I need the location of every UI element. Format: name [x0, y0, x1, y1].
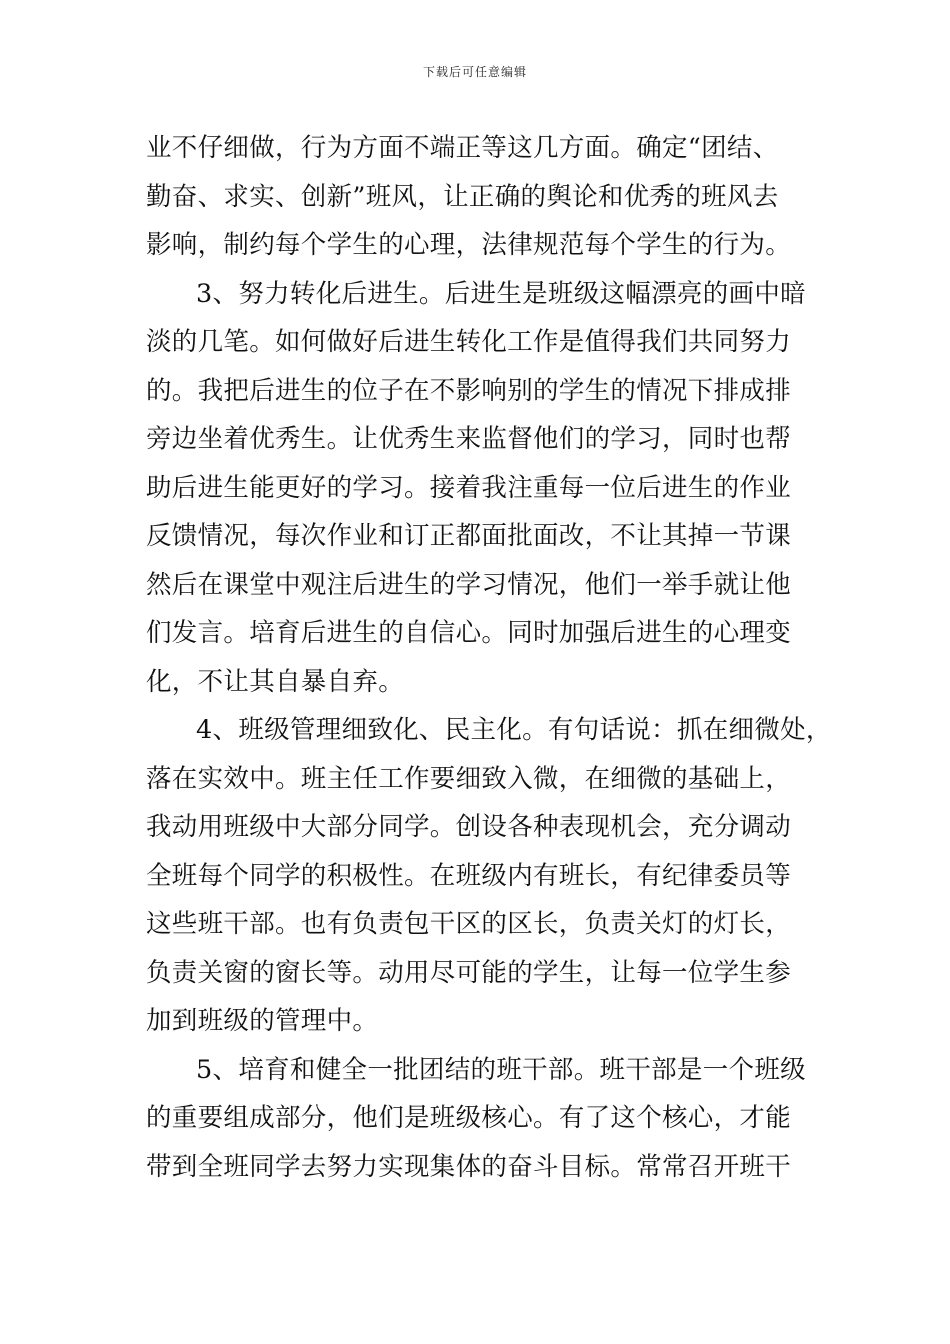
text-line: 负责关窗的窗长等。动用尽可能的学生，让每一位学生参: [146, 957, 792, 988]
paragraph-start-line: 5、培育和健全一批团结的班干部。班干部是一个班级: [196, 1054, 806, 1085]
text-line: 影响，制约每个学生的心理，法律规范每个学生的行为。: [146, 230, 792, 260]
text-line: 助后进生能更好的学习。接着我注重每一位后进生的作业: [146, 472, 792, 503]
text-line: 落在实效中。班主任工作要细致入微，在细微的基础上，: [146, 763, 792, 794]
text-line: 们发言。培育后进生的自信心。同时加强后进生的心理变: [146, 618, 792, 648]
text-line: 反馈情况，每次作业和订正都面批面改，不让其掉一节课: [146, 521, 792, 551]
text-line: 我动用班级中大部分同学。创设各种表现机会，充分调动: [146, 812, 792, 842]
page-header: 下载后可任意编辑: [422, 65, 527, 79]
text-line: 淡的几笔。如何做好后进生转化工作是值得我们共同努力: [146, 327, 792, 357]
text-line: 化，不让其自暴自弃。: [146, 666, 405, 697]
text-line: 然后在课堂中观注后进生的学习情况，他们一举手就让他: [146, 569, 792, 600]
body-text: [146, 124, 832, 1191]
text-line: 加到班级的管理中。: [146, 1006, 379, 1036]
text-line: 带到全班同学去努力实现集体的奋斗目标。常常召开班干: [146, 1151, 792, 1182]
text-line: 的重要组成部分，他们是班级核心。有了这个核心，才能: [146, 1103, 792, 1133]
text-line: 这些班干部。也有负责包干区的区长，负责关灯的灯长，: [146, 909, 792, 939]
paragraph-start-line: 3、努力转化后进生。后进生是班级这幅漂亮的画中暗: [196, 278, 806, 309]
text-line: 业不仔细做，行为方面不端正等这几方面。确定“团结、: [146, 133, 779, 163]
paragraph-start-line: 4、班级管理细致化、民主化。有句话说：抓在细微处，: [196, 715, 832, 745]
text-line: 旁边坐着优秀生。让优秀生来监督他们的学习，同时也帮: [146, 424, 792, 454]
text-line: 的。我把后进生的位子在不影响别的学生的情况下排成排: [146, 375, 792, 406]
text-line: 勤奋、求实、创新”班风，让正确的舆论和优秀的班风去: [146, 181, 779, 212]
text-line: 全班每个同学的积极性。在班级内有班长，有纪律委员等: [146, 860, 792, 891]
